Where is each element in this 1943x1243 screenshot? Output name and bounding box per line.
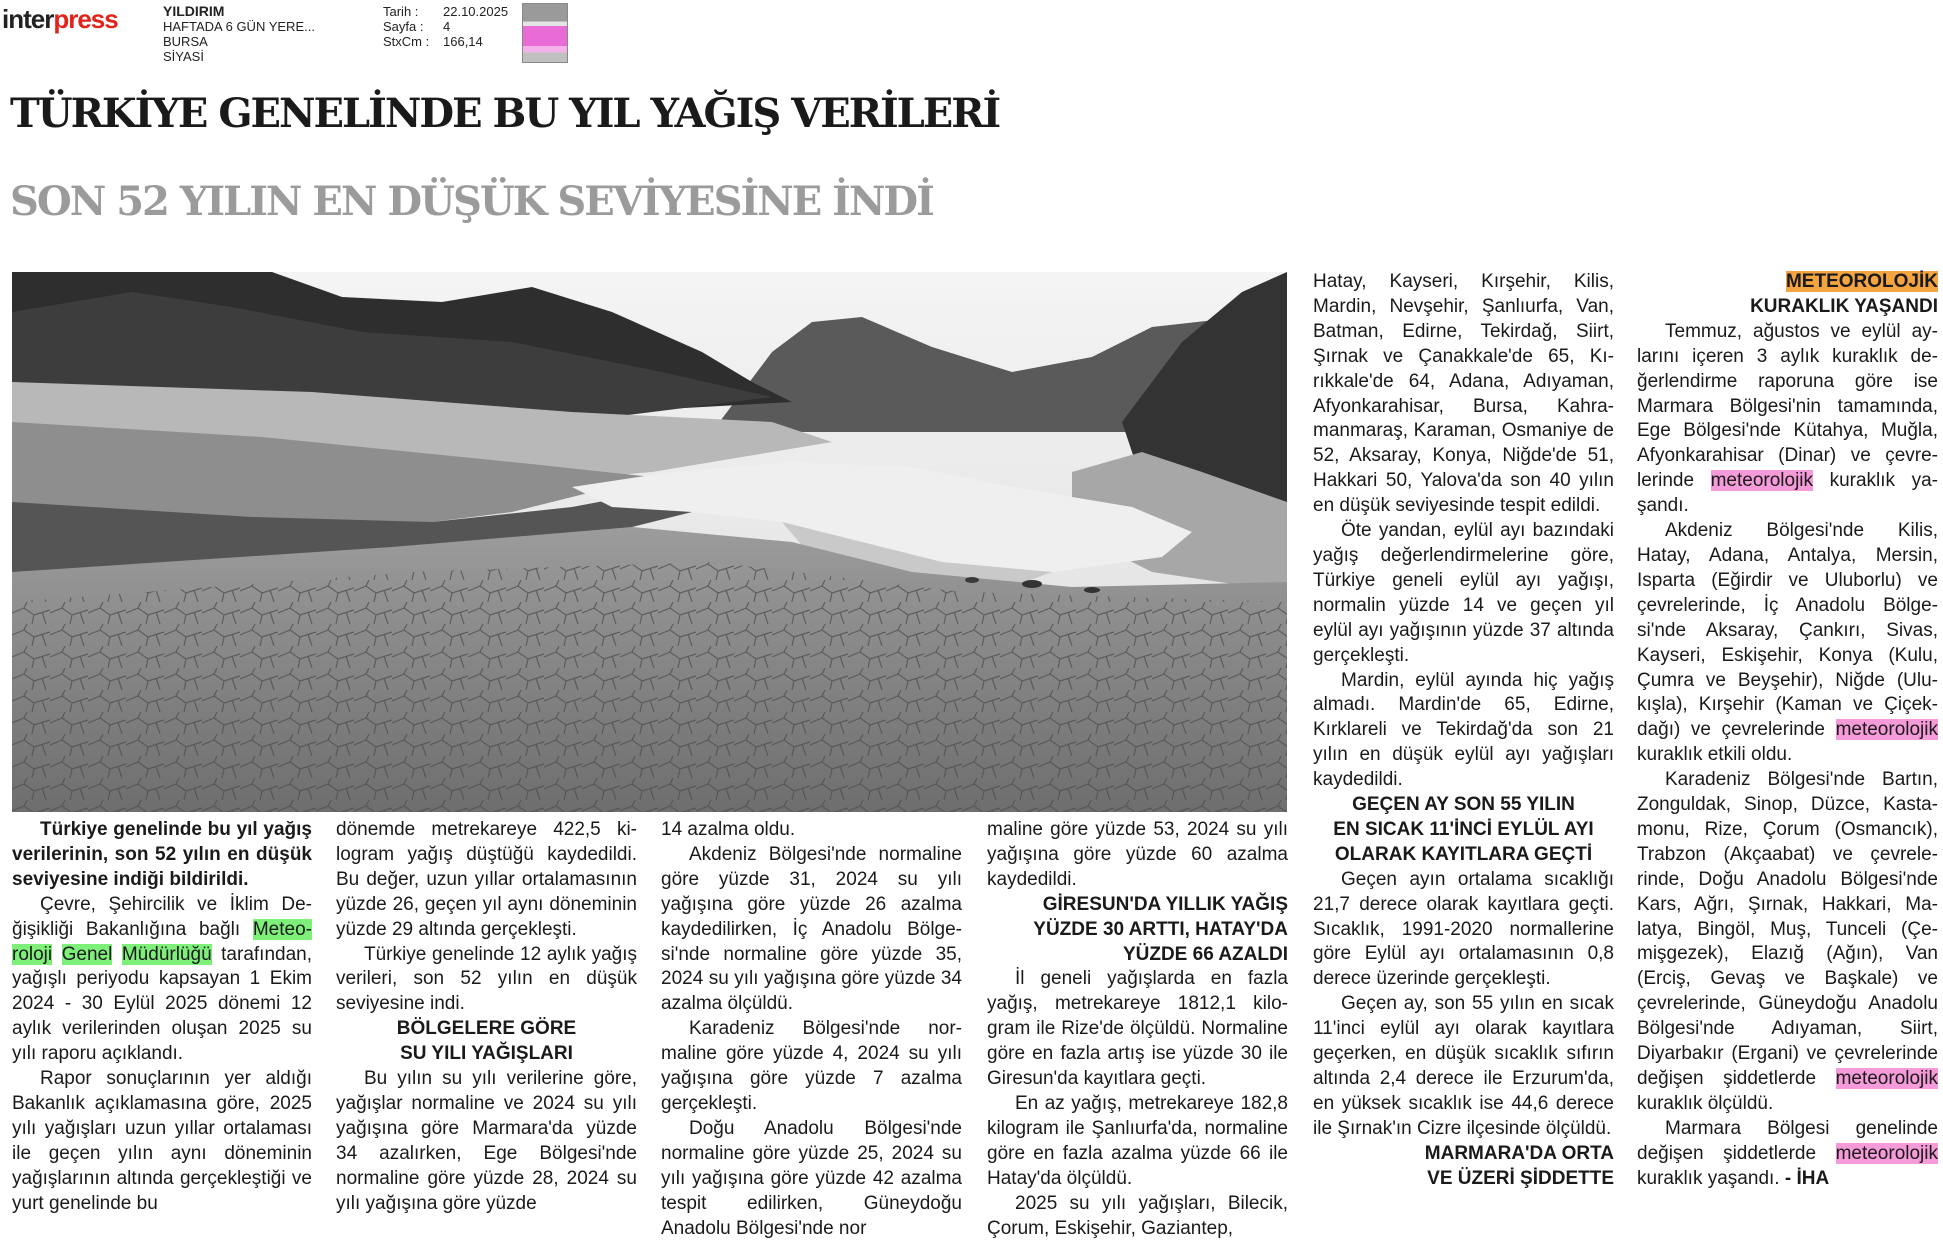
headline-line-2: SON 52 YILIN EN DÜŞÜK SEVİYESİNE İNDİ	[10, 178, 933, 225]
date-label: Tarih :	[383, 4, 419, 19]
article-column-1	[12, 818, 312, 1217]
highlight-keyword: Meteoroloji	[12, 918, 312, 965]
page-thumbnail	[522, 3, 568, 63]
text-run: kuraklık yaşandı.	[1637, 1167, 1785, 1189]
logo-accent: press	[53, 4, 118, 34]
text-run: tarafından, yağışlı periyodu kapsayan 1 Ekim 2024 - 30 Eylül 2025 dönemi 12 aylık verilerinden oluşan 2025 su yılı raporu açıklandı.	[12, 943, 312, 1065]
subheading: EN SICAK 11'İNCİ EYLÜL AYI	[1333, 818, 1594, 840]
date-row	[383, 4, 508, 19]
paragraph: Geçen ay, son 55 yılın en sıcak 11'inci eylül ayı olarak kayıtlara geçerken, en düşük sıcaklık sıfırın altında 2,4 derece ile Erzurum'da, en yüksek sıcaklık ise 44,6 derece ile Şırnak'ın Cizre ilçesinde ölçüldü.	[1313, 993, 1614, 1139]
size-value: 166,14	[443, 34, 483, 49]
article-column-4	[987, 818, 1288, 1241]
paragraph: Karadeniz Bölgesi'nde normaline göre yüzde 4, 2024 su yılı yağışına göre yüzde 7 azalma gerçekleşti.	[661, 1018, 962, 1114]
publication-city: BURSA	[163, 34, 208, 49]
lead-paragraph: Türkiye genelinde bu yıl yağış verilerinin, son 52 yılın en düşük seviyesine indiği bildirildi.	[12, 819, 312, 890]
text-run: Çevre, Şehircilik ve İklim Değişikliği Bakanlığına bağlı	[12, 893, 312, 940]
paragraph: maline göre yüzde 53, 2024 su yılı yağışına göre yüzde 60 azalma kaydedildi.	[987, 819, 1288, 890]
paragraph: 2025 su yılı yağışları, Bilecik, Çorum, Eskişehir, Gaziantep,	[987, 1192, 1288, 1239]
text-run: kuraklık etkili oldu.	[1637, 744, 1793, 766]
highlight-keyword: Müdürlüğü	[121, 943, 212, 965]
news-source: - İHA	[1784, 1167, 1830, 1189]
paragraph: 14 azalma oldu.	[661, 819, 796, 840]
subheading: YÜZDE 66 AZALDI	[1122, 943, 1288, 965]
article-column-6	[1637, 270, 1938, 1192]
subheading: YÜZDE 30 ARTTI, HATAY'DA	[1033, 918, 1288, 940]
text-run: Karadeniz Bölgesi'nde Bartın, Zonguldak, Sinop, Düzce, Kastamonu, Rize, Çorum (Osmancık), Trabzon (Akçaabat) ve çevrelerinde, Doğu Anadolu Bölgesi'nde Kars, Ağrı, Şırnak, Hakkari, Malatya, Bingöl, Muş, Tunceli (Çemişgezek), Elazığ (Ağın), Van (Erciş, Gevaş ve Başkale) ve çevrelerinde, Güneydoğu Anadolu Bölgesi'nde Adıyaman, Siirt, Diyarbakır (Ergani) ve çevrelerinde değişen şiddetlerde	[1637, 769, 1938, 1089]
publication-name: YILDIRIM	[163, 3, 225, 19]
article-column-5	[1313, 270, 1614, 1192]
text-run: Marmara Bölgesi genelinde değişen şiddetlerde	[1637, 1117, 1938, 1164]
paragraph	[12, 893, 312, 1067]
paragraph: Mardin, eylül ayında hiç yağış almadı. Mardin'de 65, Edirne, Kırklareli ve Tekirdağ'da son 21 yılın en düşük eylül ayı yağışları kaydedildi.	[1313, 669, 1614, 791]
paragraph: Hatay, Kayseri, Kırşehir, Kilis, Mardin, Nevşehir, Şanlıurfa, Van, Batman, Edirne, Tekirdağ, Siirt, Şırnak ve Çanakkale'de 65, Kırıkkale'de 64, Adana, Adıyaman, Afyonkarahisar, Bursa, Kahramanmaraş, Karaman, Osmaniye de 52, Aksaray, Konya, Niğde'de 51, Hakkari 50, Yalova'da son 40 yılın en düşük seviyesinde tespit edildi.	[1313, 271, 1614, 517]
paragraph	[1637, 519, 1938, 768]
highlight-keyword: meteorolojik	[1835, 1142, 1938, 1164]
page-row	[383, 19, 508, 34]
headline-line-1: TÜRKİYE GENELİNDE BU YIL YAĞIŞ VERİLERİ	[10, 90, 1000, 137]
publication-category: SİYASİ	[163, 49, 204, 64]
text-run: kuraklık ölçüldü.	[1637, 1092, 1774, 1114]
highlight-keyword: Genel	[61, 943, 113, 965]
publication-frequency: HAFTADA 6 GÜN YERE...	[163, 19, 315, 34]
paragraph: Akdeniz Bölgesi'nde normaline göre yüzde 31, 2024 su yılı yağışına göre yüzde 26 azalma kaydedilirken, İç Anadolu Bölgesi'nde normaline göre yüzde 35, 2024 su yılı yağışına göre yüzde 34 azalma ölçüldü.	[661, 843, 962, 1015]
photo-illustration	[12, 272, 1287, 812]
paragraph: Geçen ayın ortalama sıcaklığı 21,7 derece olarak kayıtlara geçti. Sıcaklık, 1991-2020 normallerine göre Eylül ayı ortalamasının 0,8 derece üzerinde gerçekleşti.	[1313, 868, 1614, 990]
subheading	[1637, 270, 1938, 295]
paragraph: Rapor sonuçlarının yer aldığı Bakanlık açıklamasına göre, 2025 yılı yağışları uzun yıllar ortalaması ile geçen yılın aynı döneminin yağışlarının altında gerçekleştiği ve yurt genelinde bu	[12, 1068, 312, 1214]
page-label: Sayfa :	[383, 19, 424, 34]
subheading: KURAKLIK YAŞANDI	[1750, 295, 1938, 317]
clipping-header	[0, 0, 600, 70]
paragraph	[1637, 768, 1938, 1117]
highlight-keyword: meteorolojik	[1835, 719, 1938, 741]
page-value: 4	[443, 19, 451, 34]
article-column-2	[336, 818, 637, 1217]
drought-reservoir-photo	[12, 272, 1287, 812]
subheading: VE ÜZERİ ŞİDDETTE	[1427, 1167, 1614, 1189]
subheading: OLARAK KAYITLARA GEÇTİ	[1334, 843, 1593, 865]
subheading: GİRESUN'DA YILLIK YAĞIŞ	[1042, 893, 1288, 915]
paragraph: Öte yandan, eylül ayı bazındaki yağış değerlendirmelerine göre, Türkiye geneli eylül ayı yağışı, normalin yüzde 14 ve geçen yıl eylül ayı yağışının yüzde 37 altında gerçekleşti.	[1313, 520, 1614, 666]
text-run: Temmuz, ağustos ve eylül aylarını içeren 3 aylık kuraklık değerlendirme raporuna göre ise Marmara Bölgesi'nin tamamında, Ege Bölgesi'nde Kütahya, Muğla, Afyonkarahisar (Dinar) ve çevrelerinde	[1637, 320, 1938, 492]
interpress-logo	[2, 4, 118, 35]
paragraph: En az yağış, metrekareye 182,8 kilogram ile Şanlıurfa'da, normaline göre en fazla azalma yüzde 66 ile Hatay'da ölçüldü.	[987, 1092, 1288, 1189]
highlight-keyword: meteorolojik	[1835, 1068, 1938, 1089]
paragraph: dönemde metrekareye 422,5 kilogram yağış düştüğü kaydedildi. Bu değer, uzun yıllar ortalamasının yüzde 26, geçen yıl aynı döneminin yüzde 29 altında gerçekleşti.	[336, 819, 637, 940]
paragraph: İl geneli yağışlarda en fazla yağış, metrekareye 1812,1 kilogram ile Rize'de ölçüldü. Normaline göre en fazla artış ise yüzde 30 ile Giresun'da kayıtlara geçti.	[987, 968, 1288, 1090]
logo-text: interpress	[2, 4, 118, 34]
subheading: MARMARA'DA ORTA	[1424, 1142, 1614, 1164]
text-run: kuraklık yaşandı.	[1637, 470, 1938, 517]
subheading: SU YILI YAĞIŞLARI	[400, 1043, 573, 1065]
paragraph: Bu yılın su yılı verilerine göre, yağışlar normaline ve 2024 su yılı yağışına göre Marmara'da yüzde 34 azalırken, Ege Bölgesi'nde normaline göre yüzde 28, 2024 su yılı yağışına göre yüzde	[336, 1068, 637, 1214]
article-column-3	[661, 818, 962, 1241]
date-value: 22.10.2025	[443, 4, 509, 19]
size-row	[383, 34, 508, 49]
subheading: BÖLGELERE GÖRE	[396, 1018, 577, 1040]
paragraph: Türkiye genelinde 12 aylık yağış verileri, son 52 yılın en düşük seviyesine indi.	[336, 943, 637, 1015]
paragraph: Doğu Anadolu Bölgesi'nde normaline göre yüzde 25, 2024 su yılı yağışına göre yüzde 42 azalma tespit edilirken, Güneydoğu Anadolu Bölgesi'nde nor	[661, 1117, 962, 1239]
highlight-keyword: METEOROLOJİK	[1785, 271, 1938, 292]
text-run: Akdeniz Bölgesi'nde Kilis, Hatay, Adana, Antalya, Mersin, Isparta (Eğirdir ve Uluborlu) ve çevrelerinde, İç Anadolu Bölgesi'nde Aksaray, Çankırı, Sivas, Kayseri, Eskişehir, Konya (Kulu, Çumra ve Beyşehir), Niğde (Ulukışla), Kırşehir (Kaman ve Çiçekdağı) ve çevrelerinde	[1637, 520, 1938, 741]
size-label: StxCm :	[383, 34, 430, 49]
paragraph	[1637, 320, 1938, 519]
publication-info	[163, 4, 315, 64]
paragraph	[1637, 1117, 1938, 1192]
subheading: GEÇEN AY SON 55 YILIN	[1352, 794, 1575, 816]
clipping-meta	[383, 4, 508, 49]
highlight-keyword: meteorolojik	[1710, 470, 1814, 492]
